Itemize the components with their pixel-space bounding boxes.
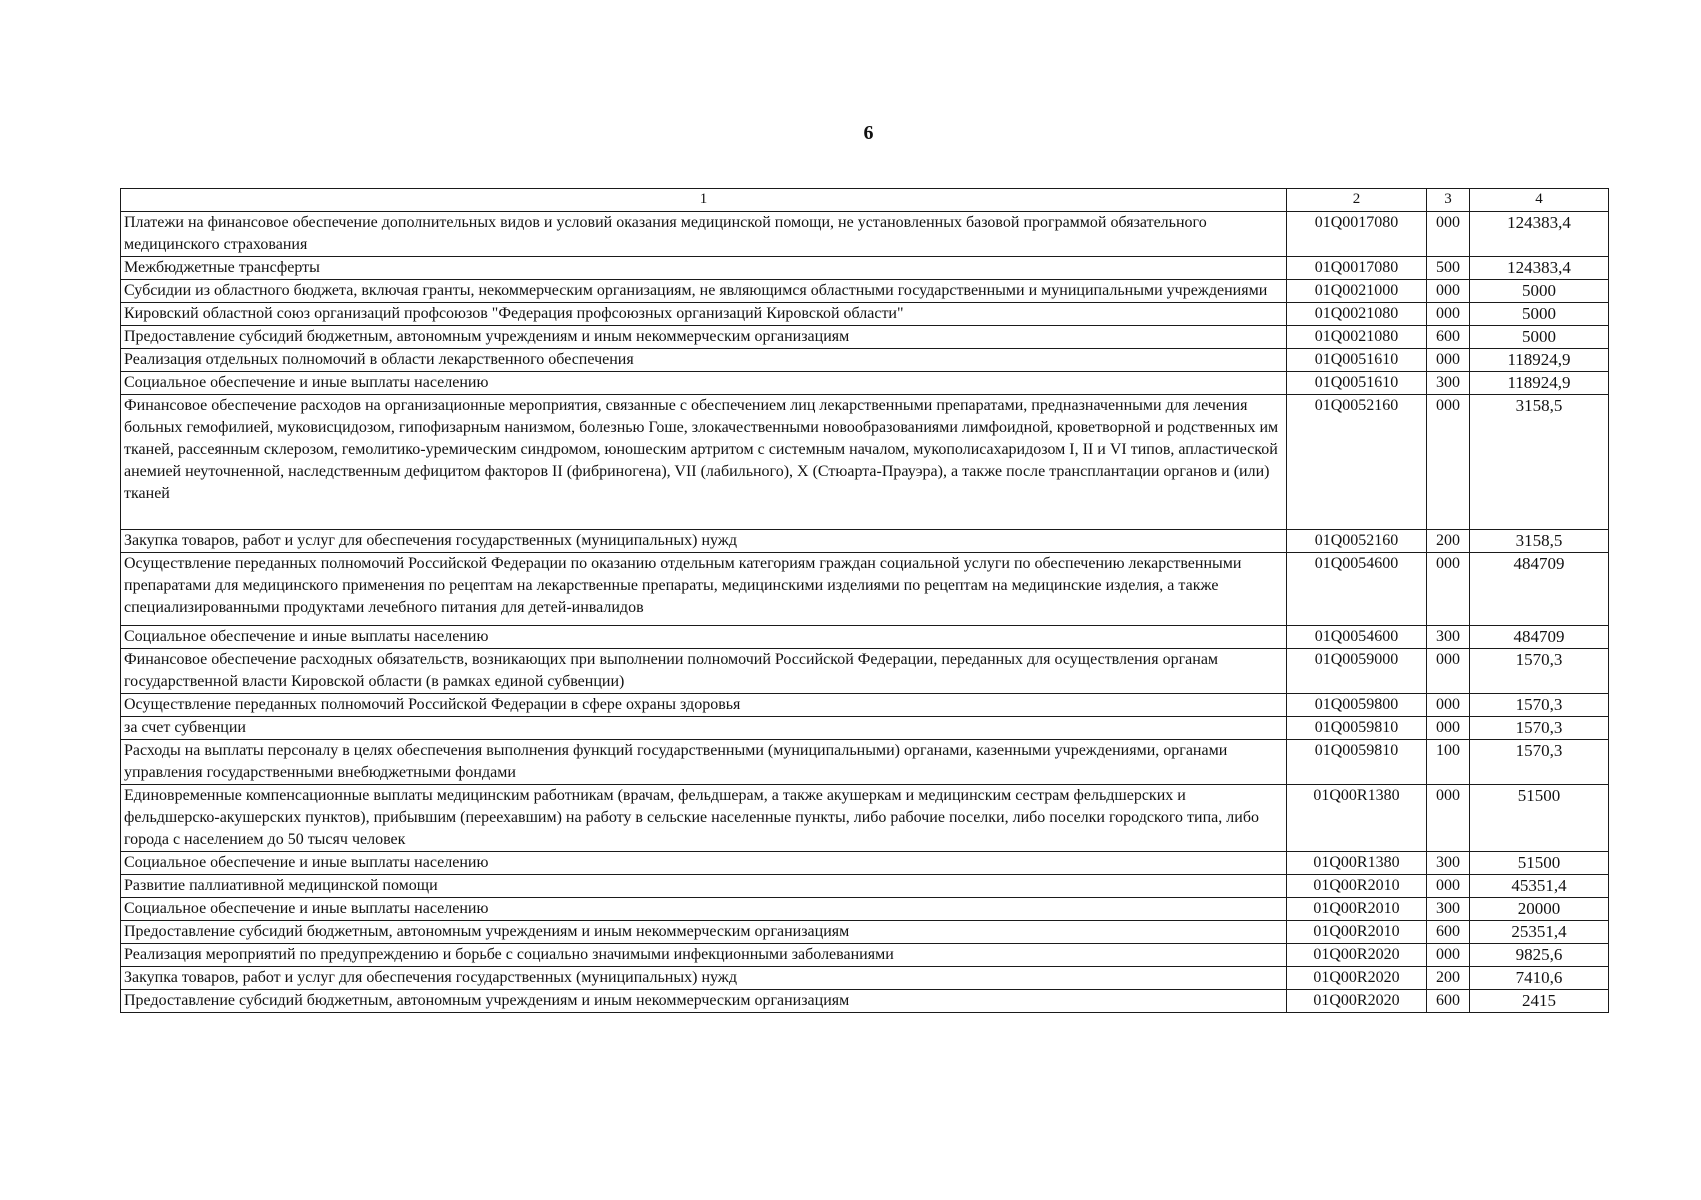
row-type-cell: 300: [1427, 626, 1470, 649]
row-amount-cell: 3158,5: [1470, 395, 1609, 530]
table-row: [121, 212, 1609, 257]
row-type-cell: 000: [1427, 280, 1470, 303]
row-amount-cell: 3158,5: [1470, 530, 1609, 553]
row-name-cell: Финансовое обеспечение расходов на организационные мероприятия, связанные с обеспечением лиц лекарственными препаратами, предназначенными для лечения больных гемофилией, муковисцидозом, гипофизарным нанизмом, болезнью Гоше, злокачественными новообразованиями лимфоидной, кроветворной и родственных им тканей, рассеянным склерозом, гемолитико-уремическим синдромом, юношеским артритом с системным началом, мукополисахаридозом I, II и VI типов, апластической анемией неуточненной, наследственным дефицитом факторов II (фибриногена), VII (лабильного), X (Стюарта-Прауэра), а также после трансплантации органов и (или) тканей: [121, 395, 1287, 530]
row-name-cell: Закупка товаров, работ и услуг для обеспечения государственных (муниципальных) нужд: [121, 530, 1287, 553]
table-row: [121, 944, 1609, 967]
row-type-cell: 000: [1427, 395, 1470, 530]
row-type-cell: 000: [1427, 785, 1470, 852]
row-type-cell: 000: [1427, 212, 1470, 257]
row-name-cell: Расходы на выплаты персоналу в целях обеспечения выполнения функций государственными (муниципальными) органами, казенными учреждениями, органами управления государственными внебюджетными фондами: [121, 740, 1287, 785]
row-amount-cell: 124383,4: [1470, 257, 1609, 280]
row-type-cell: 000: [1427, 717, 1470, 740]
table-row: [121, 967, 1609, 990]
row-type-cell: 300: [1427, 898, 1470, 921]
table-row: [121, 349, 1609, 372]
row-name-cell: Предоставление субсидий бюджетным, автономным учреждениям и иным некоммерческим организациям: [121, 921, 1287, 944]
row-code-cell: 01Q0059810: [1287, 717, 1427, 740]
row-amount-cell: 1570,3: [1470, 740, 1609, 785]
table-row: [121, 717, 1609, 740]
row-code-cell: 01Q0021080: [1287, 326, 1427, 349]
row-code-cell: 01Q0051610: [1287, 372, 1427, 395]
row-amount-cell: 9825,6: [1470, 944, 1609, 967]
row-code-cell: 01Q00R2010: [1287, 921, 1427, 944]
row-amount-cell: 2415: [1470, 990, 1609, 1013]
row-code-cell: 01Q0059800: [1287, 694, 1427, 717]
row-name-cell: Межбюджетные трансферты: [121, 257, 1287, 280]
row-name-cell: Социальное обеспечение и иные выплаты населению: [121, 898, 1287, 921]
row-amount-cell: 1570,3: [1470, 694, 1609, 717]
row-type-cell: 000: [1427, 303, 1470, 326]
row-code-cell: 01Q00R2020: [1287, 944, 1427, 967]
row-name-cell: Платежи на финансовое обеспечение дополнительных видов и условий оказания медицинской помощи, не установленных базовой программой обязательного медицинского страхования: [121, 212, 1287, 257]
row-amount-cell: 5000: [1470, 326, 1609, 349]
row-amount-cell: 25351,4: [1470, 921, 1609, 944]
budget-table: [120, 188, 1609, 1013]
table-row: [121, 257, 1609, 280]
row-type-cell: 000: [1427, 875, 1470, 898]
row-code-cell: 01Q0017080: [1287, 257, 1427, 280]
row-code-cell: 01Q00R2010: [1287, 875, 1427, 898]
table-row: [121, 740, 1609, 785]
table-row: [121, 326, 1609, 349]
row-code-cell: 01Q0052160: [1287, 395, 1427, 530]
row-code-cell: 01Q0051610: [1287, 349, 1427, 372]
table-row: [121, 553, 1609, 626]
row-type-cell: 600: [1427, 921, 1470, 944]
row-amount-cell: 1570,3: [1470, 649, 1609, 694]
row-name-cell: Единовременные компенсационные выплаты медицинским работникам (врачам, фельдшерам, а также акушеркам и медицинским сестрам фельдшерских и фельдшерско-акушерских пунктов), прибывшим (переехавшим) на работу в сельские населенные пункты, либо рабочие поселки, либо поселки городского типа, либо города с населением до 50 тысяч человек: [121, 785, 1287, 852]
row-name-cell: Предоставление субсидий бюджетным, автономным учреждениям и иным некоммерческим организациям: [121, 990, 1287, 1013]
table-row: [121, 921, 1609, 944]
row-code-cell: 01Q00R2020: [1287, 990, 1427, 1013]
table-row: [121, 990, 1609, 1013]
row-code-cell: 01Q0017080: [1287, 212, 1427, 257]
row-type-cell: 500: [1427, 257, 1470, 280]
table-row: [121, 649, 1609, 694]
column-header-3: 3: [1427, 189, 1470, 212]
table-row: [121, 694, 1609, 717]
table-row: [121, 372, 1609, 395]
row-name-cell: за счет субвенции: [121, 717, 1287, 740]
row-amount-cell: 5000: [1470, 280, 1609, 303]
row-amount-cell: 118924,9: [1470, 372, 1609, 395]
row-amount-cell: 51500: [1470, 852, 1609, 875]
table-row: [121, 898, 1609, 921]
table-row: [121, 530, 1609, 553]
row-amount-cell: 7410,6: [1470, 967, 1609, 990]
row-code-cell: 01Q00R1380: [1287, 785, 1427, 852]
row-name-cell: Социальное обеспечение и иные выплаты населению: [121, 626, 1287, 649]
row-name-cell: Предоставление субсидий бюджетным, автономным учреждениям и иным некоммерческим организациям: [121, 326, 1287, 349]
table-body: [121, 212, 1609, 1013]
table-row: [121, 852, 1609, 875]
table-row: [121, 303, 1609, 326]
row-type-cell: 200: [1427, 967, 1470, 990]
row-code-cell: 01Q00R1380: [1287, 852, 1427, 875]
row-code-cell: 01Q0052160: [1287, 530, 1427, 553]
row-name-cell: Закупка товаров, работ и услуг для обеспечения государственных (муниципальных) нужд: [121, 967, 1287, 990]
row-type-cell: 000: [1427, 649, 1470, 694]
row-name-cell: Финансовое обеспечение расходных обязательств, возникающих при выполнении полномочий Российской Федерации, переданных для осуществления органам государственной власти Кировской области (в рамках единой субвенции): [121, 649, 1287, 694]
row-name-cell: Осуществление переданных полномочий Российской Федерации в сфере охраны здоровья: [121, 694, 1287, 717]
row-code-cell: 01Q0054600: [1287, 626, 1427, 649]
row-amount-cell: 5000: [1470, 303, 1609, 326]
row-type-cell: 000: [1427, 553, 1470, 626]
row-name-cell: Социальное обеспечение и иные выплаты населению: [121, 372, 1287, 395]
row-amount-cell: 124383,4: [1470, 212, 1609, 257]
row-code-cell: 01Q0021000: [1287, 280, 1427, 303]
row-code-cell: 01Q00R2020: [1287, 967, 1427, 990]
column-header-2: 2: [1287, 189, 1427, 212]
row-name-cell: Кировский областной союз организаций профсоюзов "Федерация профсоюзных организаций Кировской области": [121, 303, 1287, 326]
row-type-cell: 200: [1427, 530, 1470, 553]
row-name-cell: Реализация мероприятий по предупреждению и борьбе с социально значимыми инфекционными заболеваниями: [121, 944, 1287, 967]
row-type-cell: 600: [1427, 990, 1470, 1013]
table-header-row: [121, 189, 1609, 212]
row-amount-cell: 1570,3: [1470, 717, 1609, 740]
row-code-cell: 01Q00R2010: [1287, 898, 1427, 921]
row-amount-cell: 20000: [1470, 898, 1609, 921]
row-amount-cell: 484709: [1470, 626, 1609, 649]
row-code-cell: 01Q0059000: [1287, 649, 1427, 694]
table-row: [121, 280, 1609, 303]
row-name-cell: Осуществление переданных полномочий Российской Федерации по оказанию отдельным категориям граждан социальной услуги по обеспечению лекарственными препаратами для медицинского применения по рецептам на лекарственные препараты, медицинскими изделиями по рецептам на медицинские изделия, а также специализированными продуктами лечебного питания для детей-инвалидов: [121, 553, 1287, 626]
row-code-cell: 01Q0054600: [1287, 553, 1427, 626]
row-amount-cell: 484709: [1470, 553, 1609, 626]
row-name-cell: Социальное обеспечение и иные выплаты населению: [121, 852, 1287, 875]
row-name-cell: Развитие паллиативной медицинской помощи: [121, 875, 1287, 898]
row-type-cell: 100: [1427, 740, 1470, 785]
row-code-cell: 01Q0021080: [1287, 303, 1427, 326]
table-row: [121, 395, 1609, 530]
row-amount-cell: 45351,4: [1470, 875, 1609, 898]
column-header-4: 4: [1470, 189, 1609, 212]
row-name-cell: Реализация отдельных полномочий в области лекарственного обеспечения: [121, 349, 1287, 372]
row-type-cell: 600: [1427, 326, 1470, 349]
page-number: 6: [863, 122, 874, 144]
row-amount-cell: 118924,9: [1470, 349, 1609, 372]
row-code-cell: 01Q0059810: [1287, 740, 1427, 785]
row-amount-cell: 51500: [1470, 785, 1609, 852]
row-type-cell: 000: [1427, 349, 1470, 372]
row-type-cell: 300: [1427, 852, 1470, 875]
column-header-1: 1: [121, 189, 1287, 212]
table-row: [121, 875, 1609, 898]
table-row: [121, 785, 1609, 852]
row-type-cell: 000: [1427, 944, 1470, 967]
table-row: [121, 626, 1609, 649]
row-type-cell: 300: [1427, 372, 1470, 395]
row-type-cell: 000: [1427, 694, 1470, 717]
row-name-cell: Субсидии из областного бюджета, включая гранты, некоммерческим организациям, не являющимся областными государственными и муниципальными учреждениями: [121, 280, 1287, 303]
